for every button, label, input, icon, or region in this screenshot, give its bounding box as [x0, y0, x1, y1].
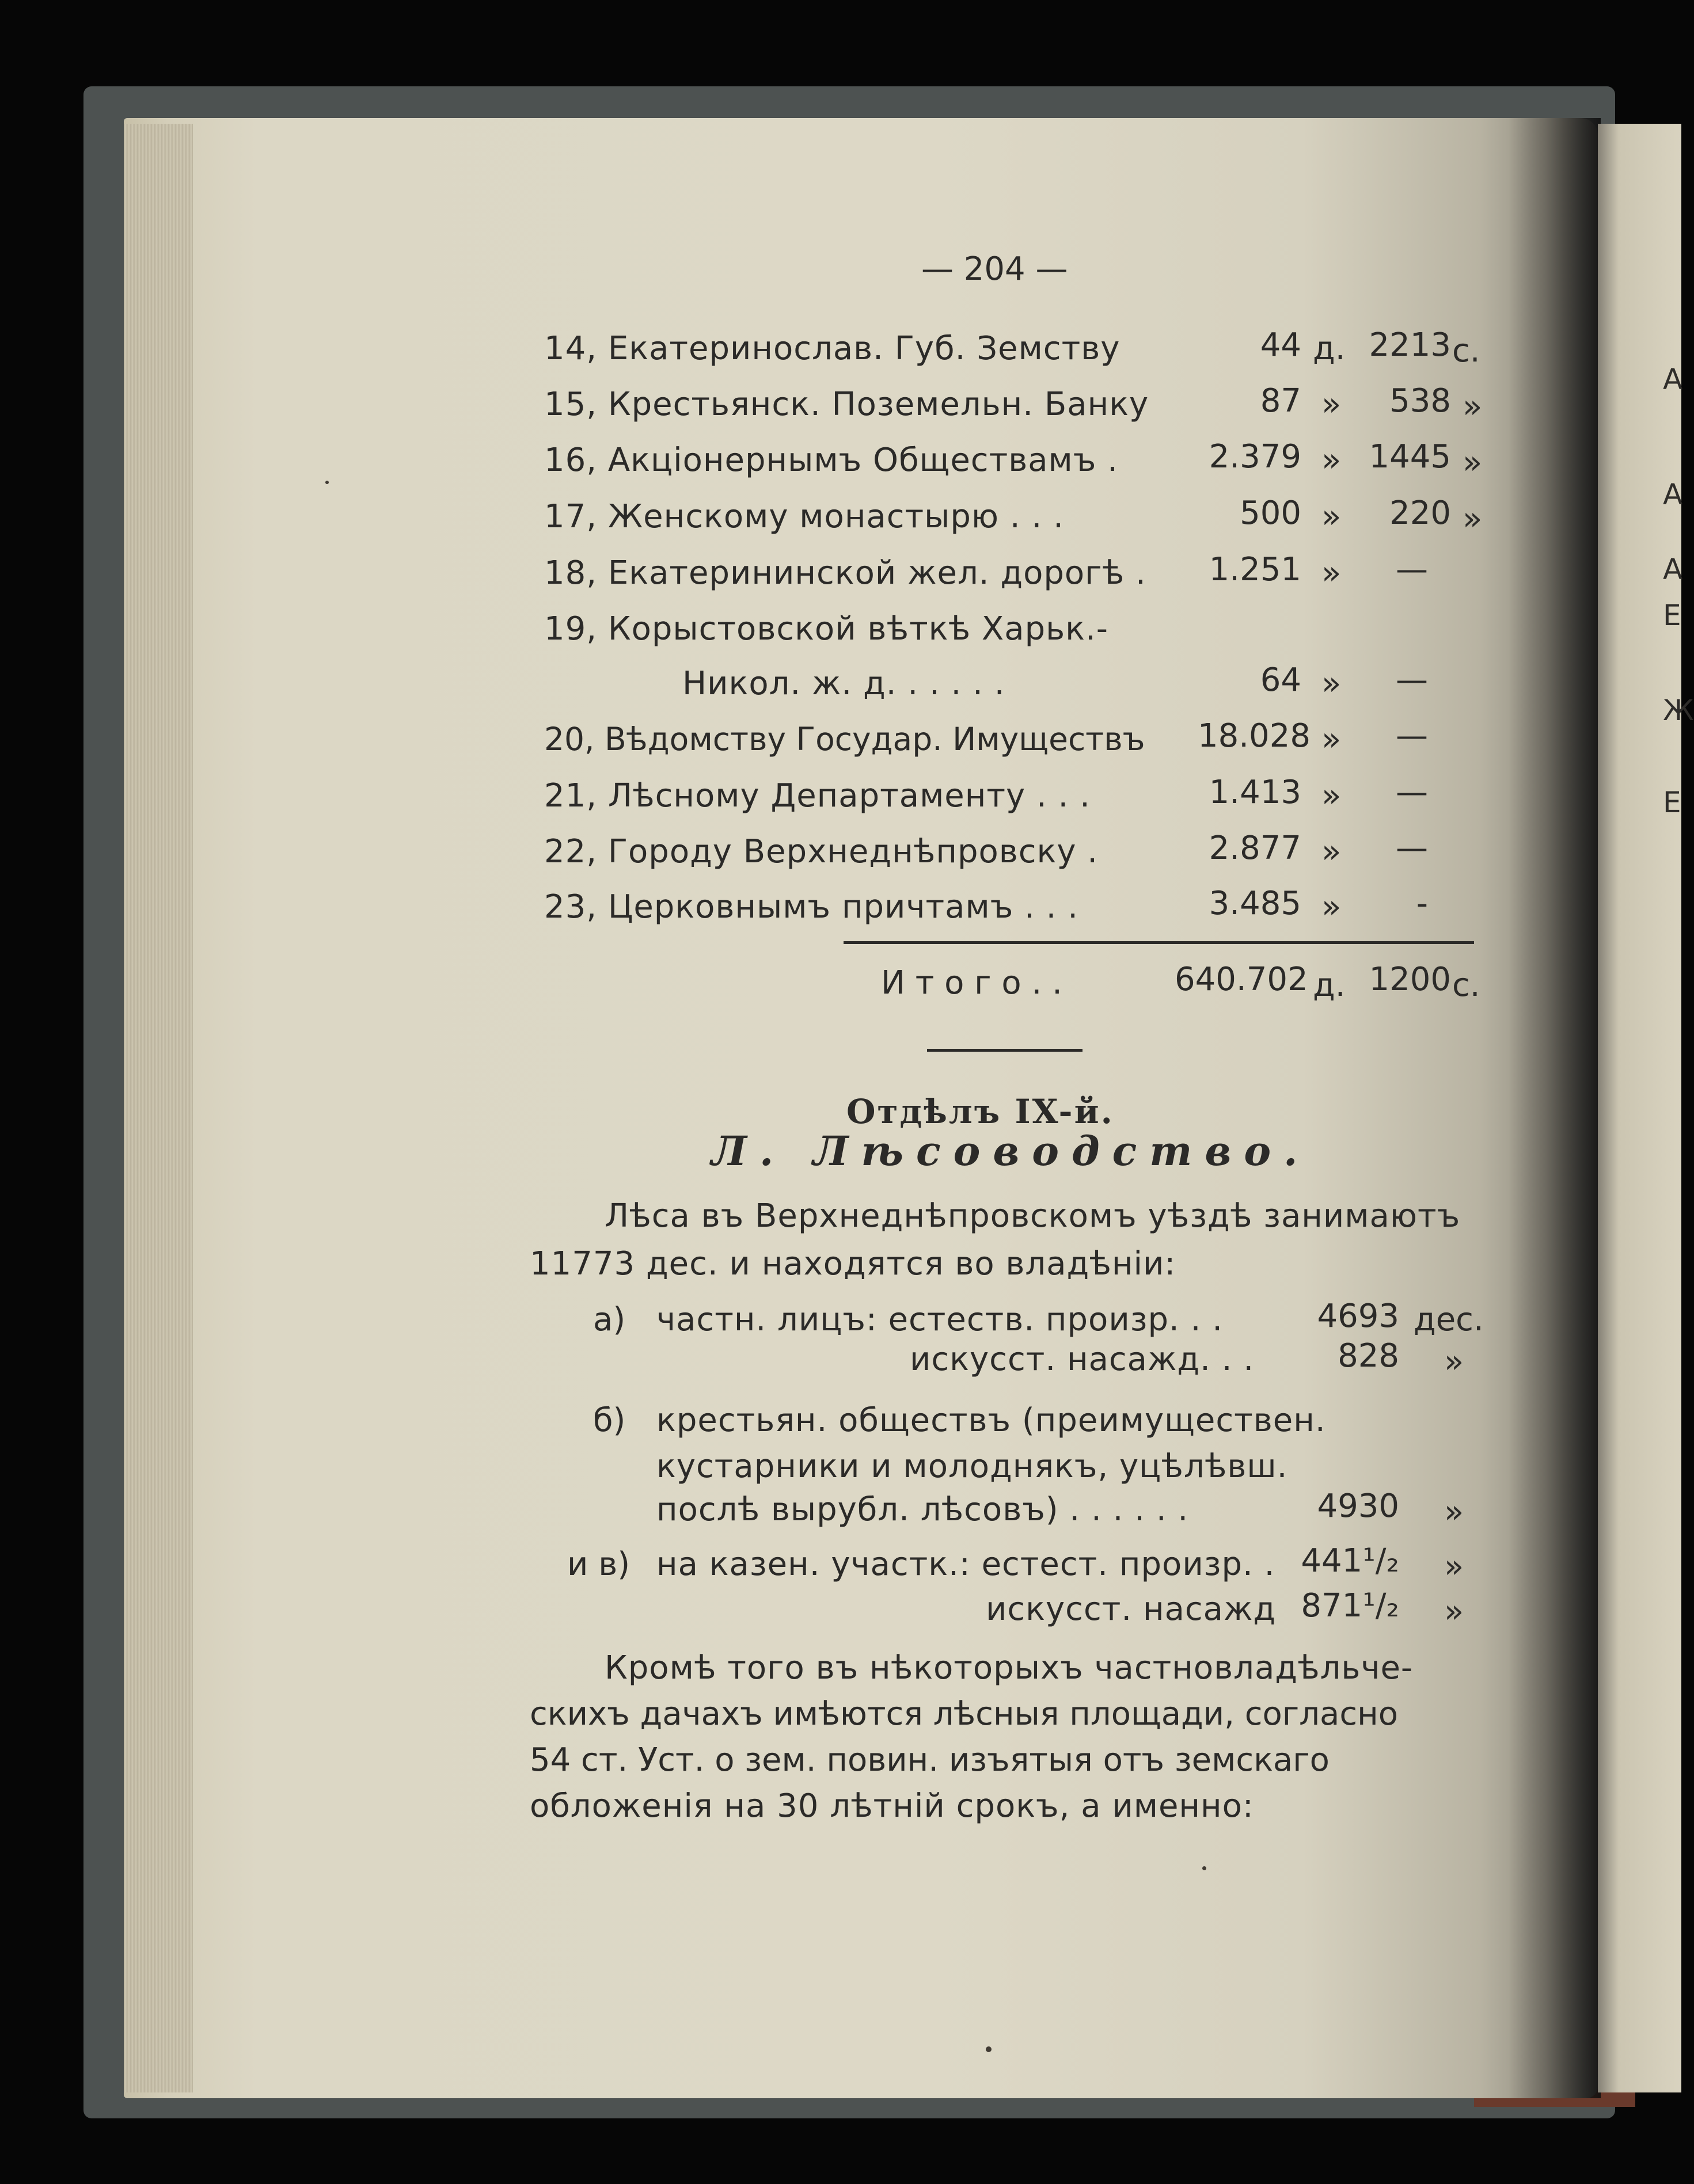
list-unit: » — [1444, 1343, 1464, 1380]
section-title: Л. Лѣсоводство. — [711, 1127, 1311, 1175]
row-label: 14, Екатеринослав. Губ. Земству — [544, 330, 1121, 367]
paper-speck — [1202, 1866, 1206, 1870]
list-item: кустарники и молоднякъ, уцѣлѣвш. — [656, 1448, 1288, 1485]
paragraph-line: 54 ст. Уст. о зем. повин. изъятыя отъ земскаго — [530, 1741, 1330, 1779]
row-label: 21, Лѣсному Департаменту . . . — [544, 777, 1091, 815]
list-value: 828 — [1338, 1337, 1399, 1375]
list-item: искусст. насажд. . . — [910, 1341, 1255, 1378]
row-desyatins: 3.485 — [1209, 885, 1301, 922]
row-sazhens: 538 — [1389, 382, 1451, 420]
row-unit: » — [1321, 721, 1342, 758]
row-desyatins: 2.379 — [1209, 438, 1301, 475]
row-label: 19, Корыстовской вѣткѣ Харьк.- — [544, 610, 1108, 648]
row-unit: » — [1321, 442, 1342, 479]
row-sazhens: — — [1396, 830, 1428, 867]
list-item: крестьян. обществъ (преимуществен. — [656, 1402, 1326, 1439]
row-sazhen-unit: » — [1463, 500, 1483, 538]
facing-page-letter: А — [1663, 363, 1683, 396]
list-value: 871¹/₂ — [1301, 1587, 1399, 1624]
list-prefix: и в) — [567, 1546, 630, 1583]
list-item: искусст. насажд — [986, 1591, 1277, 1628]
paragraph-line: Лѣса въ Верхнеднѣпровскомъ уѣздѣ занимаютъ — [605, 1197, 1461, 1235]
row-sazhens: — — [1396, 717, 1428, 755]
paragraph-line: обложенія на 30 лѣтній срокъ, а именно: — [530, 1787, 1254, 1825]
facing-page — [1598, 124, 1681, 2092]
list-value: 441¹/₂ — [1301, 1542, 1399, 1580]
total-unit: д. — [1313, 967, 1346, 1004]
row-sazhens: — — [1396, 774, 1428, 811]
paper-speck — [986, 2046, 992, 2052]
list-value: 4930 — [1317, 1487, 1399, 1525]
row-desyatins: 87 — [1260, 382, 1301, 420]
row-sazhens: — — [1396, 661, 1428, 699]
paragraph-line: Кромѣ того въ нѣкоторыхъ частновладѣльче- — [605, 1649, 1414, 1687]
row-label: 22, Городу Верхнеднѣпровску . — [544, 833, 1099, 870]
row-sazhen-unit: с. — [1452, 332, 1480, 370]
facing-page-letter: Е — [1663, 599, 1681, 632]
list-value: 4693 — [1317, 1298, 1399, 1335]
total-sazhens: 1200 — [1369, 961, 1451, 998]
row-desyatins: 2.877 — [1209, 830, 1301, 867]
row-unit: д. — [1313, 330, 1346, 367]
row-unit: » — [1321, 665, 1342, 702]
row-label: 18, Екатерининской жел. дорогѣ . — [544, 554, 1146, 592]
facing-page-letter: Е — [1663, 786, 1681, 819]
row-sazhens: - — [1416, 885, 1428, 922]
row-unit: » — [1321, 386, 1342, 423]
row-label: 17, Женскому монастырю . . . — [544, 498, 1064, 535]
list-prefix: а) — [593, 1301, 626, 1338]
row-sazhen-unit: » — [1463, 388, 1483, 425]
list-item: послѣ вырубл. лѣсовъ) . . . . . . — [656, 1491, 1189, 1528]
facing-page-letter: Ж — [1663, 694, 1694, 727]
list-item: частн. лицъ: естеств. произр. . . — [656, 1301, 1224, 1338]
total-rule — [844, 941, 1474, 944]
row-sazhens: 2213 — [1369, 326, 1451, 364]
row-label: 20, Вѣдомству Государ. Имуществъ — [544, 721, 1145, 758]
list-unit: » — [1444, 1493, 1464, 1531]
paragraph-line: 11773 дес. и находятся во владѣніи: — [530, 1245, 1176, 1283]
section-heading: Отдѣлъ IX-й. — [846, 1092, 1114, 1131]
row-desyatins: 500 — [1240, 494, 1301, 532]
row-sazhens: 1445 — [1369, 438, 1451, 475]
row-desyatins: 64 — [1260, 661, 1301, 699]
row-label-continued: Никол. ж. д. . . . . . — [682, 665, 1005, 702]
facing-page-letter: А — [1663, 553, 1683, 586]
row-unit: » — [1321, 888, 1342, 926]
total-desyatins: 640.702 — [1175, 961, 1308, 998]
row-desyatins: 44 — [1260, 326, 1301, 364]
row-label: 23, Церковнымъ причтамъ . . . — [544, 888, 1079, 926]
list-prefix: б) — [593, 1402, 626, 1439]
paragraph-line: скихъ дачахъ имѣются лѣсныя площади, согласно — [530, 1695, 1398, 1733]
section-divider — [927, 1049, 1083, 1052]
row-desyatins: 1.413 — [1209, 774, 1301, 811]
page-number: — 204 — — [921, 250, 1068, 288]
row-label: 15, Крестьянск. Поземельн. Банку — [544, 386, 1149, 423]
row-desyatins: 1.251 — [1209, 551, 1301, 588]
row-sazhen-unit: » — [1463, 444, 1483, 481]
total-label: И т о г о . . — [881, 964, 1062, 1002]
paper-speck — [325, 481, 329, 484]
row-unit: » — [1321, 777, 1342, 815]
row-sazhens: 220 — [1389, 494, 1451, 532]
list-unit: » — [1444, 1593, 1464, 1630]
page-edges — [124, 124, 193, 2092]
list-item: на казен. участк.: естест. произр. . — [656, 1546, 1275, 1583]
total-sazhen-unit: с. — [1452, 967, 1480, 1004]
page-gutter-shadow — [1509, 118, 1601, 2098]
row-unit: » — [1321, 554, 1342, 592]
row-unit: » — [1321, 498, 1342, 535]
list-unit: дес. — [1414, 1301, 1484, 1338]
list-unit: » — [1444, 1548, 1464, 1585]
row-sazhens: — — [1396, 551, 1428, 588]
row-unit: » — [1321, 833, 1342, 870]
facing-page-letter: А — [1663, 478, 1683, 511]
row-desyatins: 18.028 — [1198, 717, 1311, 755]
row-label: 16, Акціонернымъ Обществамъ . — [544, 442, 1118, 479]
